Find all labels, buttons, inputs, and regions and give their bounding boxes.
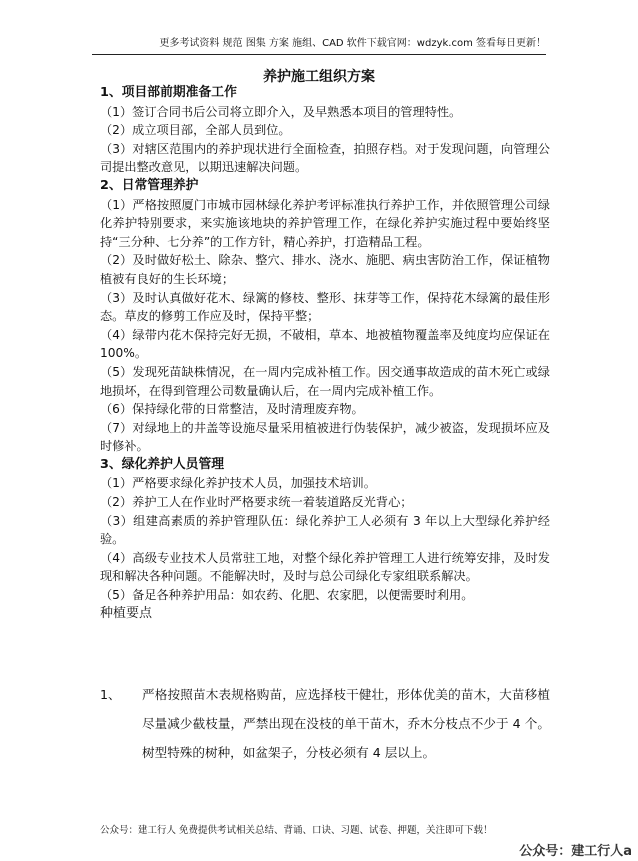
paragraph: （1）签订合同书后公司将立即介入，及早熟悉本项目的管理特性。: [100, 104, 462, 119]
document-body: [100, 84, 550, 623]
list-item-number: 1、: [100, 687, 121, 702]
header-divider: [92, 54, 546, 55]
header-note: 更多考试资料 规范 图集 方案 施组、CAD 软件下载官网：wdzyk.com 签看每日更新！: [159, 38, 546, 49]
list-item-text: 严格按照苗木表规格购苗，应选择枝干健壮，形体优美的苗木，大苗移植尽量减少截枝量，严禁出现在没枝的单干苗木，乔木分枝点不少于 4 个。树型特殊的树种，如盆架子，分枝必须有 4 层以上。: [142, 687, 550, 760]
paragraph: （3）对辖区范围内的养护现状进行全面检查，拍照存档。对于发现问题，向管理公司提出整改意见，以期迅速解决问题。: [100, 141, 550, 175]
watermark: 公众号：建工行人a: [519, 844, 632, 859]
paragraph: （4）高级专业技术人员常驻工地，对整个绿化养护管理工人进行统筹安排，及时发现和解决各种问题。不能解决时，及时与总公司绿化专家组联系解决。: [100, 550, 550, 584]
planting-list: [100, 680, 550, 767]
paragraph: （1）严格要求绿化养护技术人员，加强技术培训。: [100, 476, 376, 491]
paragraph: （6）保持绿化带的日常整洁，及时清理废弃物。: [100, 402, 364, 417]
section-heading-2: 2、日常管理养护: [100, 177, 199, 193]
paragraph: （2）成立项目部，全部人员到位。: [100, 123, 291, 138]
paragraph: （2）及时做好松土、除杂、整穴、排水、浇水、施肥、病虫害防治工作，保证植物植被有良好的生长环境；: [100, 253, 550, 286]
paragraph: （3）及时认真做好花木、绿篱的修枝、整形、抹芽等工作，保持花木绿篱的最佳形态。草皮的修剪工作应及时，保持平整；: [100, 290, 550, 324]
paragraph: （2）养护工人在作业时严格要求统一着装道路反光背心；: [100, 495, 413, 510]
section-heading-1: 1、项目部前期准备工作: [100, 85, 237, 100]
section-heading-3: 3、绿化养护人员管理: [100, 456, 225, 472]
paragraph: （5）发现死苗缺株情况，在一周内完成补植工作。因交通事故造成的苗木死亡或绿地损坏，在得到管理公司数量确认后，在一周内完成补植工作。: [100, 364, 550, 398]
document-title: 养护施工组织方案: [263, 69, 375, 85]
planting-heading: 种植要点: [100, 605, 153, 621]
paragraph: （1）严格按照厦门市城市园林绿化养护考评标准执行养护工作，并依照管理公司绿化养护特别要求，来实施该地块的养护管理工作，在绿化养护实施过程中要始终坚持“三分种、七分养”的工作方针，精心养护，打造精品工程。: [100, 197, 550, 249]
footer-note: 公众号：建工行人 免费提供考试相关总结、背诵、口诀、习题、试卷、押题，关注即可下载！: [100, 825, 493, 836]
paragraph: （3）组建高素质的养护管理队伍：绿化养护工人必须有 3 年以上大型绿化养护经验。: [100, 513, 550, 547]
paragraph: （5）备足各种养护用品：如农药、化肥、农家肥，以便需要时利用。: [100, 588, 474, 603]
paragraph: （4）绿带内花木保持完好无损，不破相，草本、地被植物覆盖率及纯度均应保证在 100%。: [100, 327, 550, 361]
paragraph: （7）对绿地上的井盖等设施尽量采用植被进行伪装保护，减少被盗，发现损坏应及时修补。: [100, 420, 550, 454]
list-item: [100, 680, 550, 767]
